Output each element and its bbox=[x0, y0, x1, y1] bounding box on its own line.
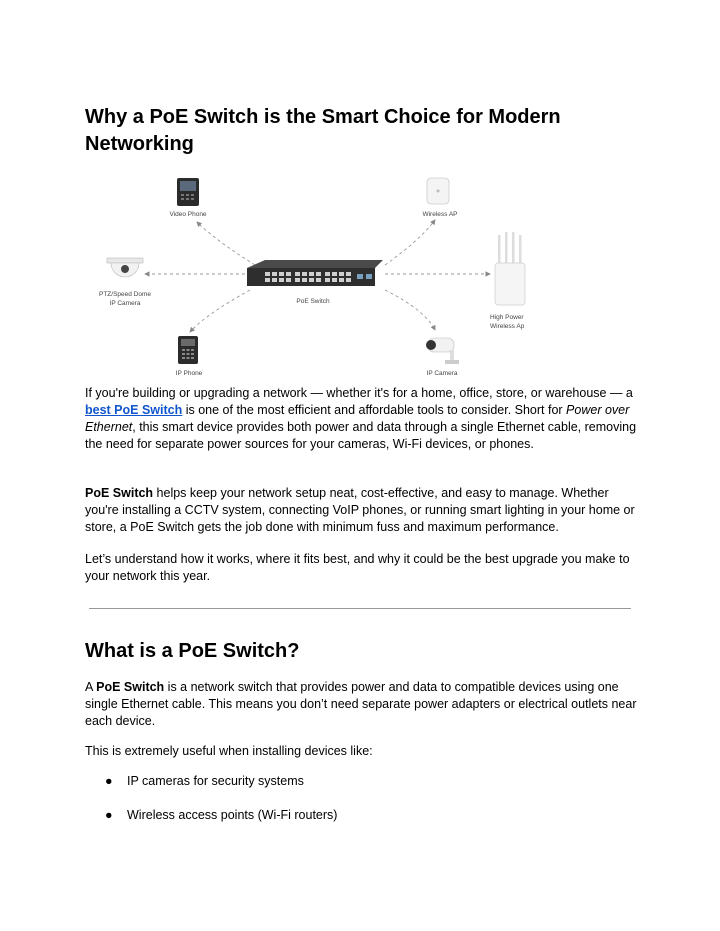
definition-paragraph bbox=[85, 679, 645, 730]
best-poe-switch-link[interactable]: best PoE Switch bbox=[85, 403, 183, 417]
video-phone-icon bbox=[177, 178, 199, 206]
intro-text-1: If you're building or upgrading a network — whether it's for a home, office, store, or warehouse — a bbox=[85, 386, 633, 400]
ip-camera-icon bbox=[426, 338, 459, 364]
diagram-svg bbox=[85, 170, 555, 380]
label-ip-phone: IP Phone bbox=[175, 370, 203, 377]
benefits-paragraph bbox=[85, 485, 645, 536]
list-item-text: IP cameras for security systems bbox=[127, 774, 304, 788]
understand-paragraph: Let’s understand how it works, where it fits best, and why it could be the best upgrade you make to your network this year. bbox=[85, 552, 630, 583]
wireless-ap-icon bbox=[427, 178, 449, 204]
label-ptz-line2: IP Camera bbox=[109, 300, 141, 307]
horizontal-divider bbox=[89, 608, 631, 609]
arrow-video-phone bbox=[197, 222, 255, 265]
ip-phone-icon bbox=[178, 336, 198, 364]
arrow-ip-camera bbox=[385, 290, 435, 330]
intro-text-3: , this smart device provides both power and data through a single Ethernet cable, removing the need for separate power sources for your cameras, Wi-Fi devices, or phones. bbox=[85, 420, 637, 451]
label-high-power-line2: Wireless Ap bbox=[490, 323, 525, 330]
label-high-power-line1: High Power bbox=[490, 314, 524, 321]
list-item-text: Wireless access points (Wi-Fi routers) bbox=[127, 808, 338, 822]
section-heading: What is a PoE Switch? bbox=[85, 640, 300, 662]
definition-text: is a network switch that provides power and data to compatible devices using one single Ethernet cable. This means you don’t need separate power adapters or electrical outlets near each device. bbox=[85, 680, 637, 728]
intro-paragraph bbox=[85, 385, 645, 453]
definition-bold: PoE Switch bbox=[96, 680, 165, 694]
high-power-ap-icon bbox=[495, 232, 525, 305]
arrow-ip-phone bbox=[190, 290, 250, 332]
definition-pre: A bbox=[85, 680, 97, 694]
arrow-wireless-ap bbox=[385, 220, 435, 265]
poe-switch-icon bbox=[247, 260, 383, 286]
poe-network-diagram bbox=[85, 170, 555, 380]
intro-text-2: is one of the most efficient and affordable tools to consider. Short for bbox=[182, 403, 567, 417]
bullet-icon: ● bbox=[105, 808, 113, 822]
label-poe-switch: PoE Switch bbox=[296, 298, 330, 305]
devices-intro-paragraph: This is extremely useful when installing devices like: bbox=[85, 744, 373, 758]
intro-italic: Power over Ethernet bbox=[85, 403, 630, 434]
label-video-phone: Video Phone bbox=[169, 211, 207, 218]
benefits-text: helps keep your network setup neat, cost-effective, and easy to manage. Whether you're installing a CCTV system, connecting VoIP phones, or running smart lighting in your home or store, a PoE Switch gets the job done with minimum fuss and maximum performance. bbox=[85, 486, 635, 534]
label-wireless-ap: Wireless AP bbox=[422, 211, 458, 218]
label-ptz-line1: PTZ/Speed Dome bbox=[98, 291, 152, 298]
device-list bbox=[85, 773, 337, 841]
benefits-bold: PoE Switch bbox=[85, 486, 154, 500]
list-item bbox=[85, 773, 337, 790]
ptz-camera-icon bbox=[107, 258, 143, 277]
label-ip-camera: IP Camera bbox=[426, 370, 458, 377]
bullet-icon: ● bbox=[105, 774, 113, 788]
article-title: Why a PoE Switch is the Smart Choice for Modern Networking bbox=[85, 106, 561, 155]
list-item bbox=[85, 807, 337, 824]
